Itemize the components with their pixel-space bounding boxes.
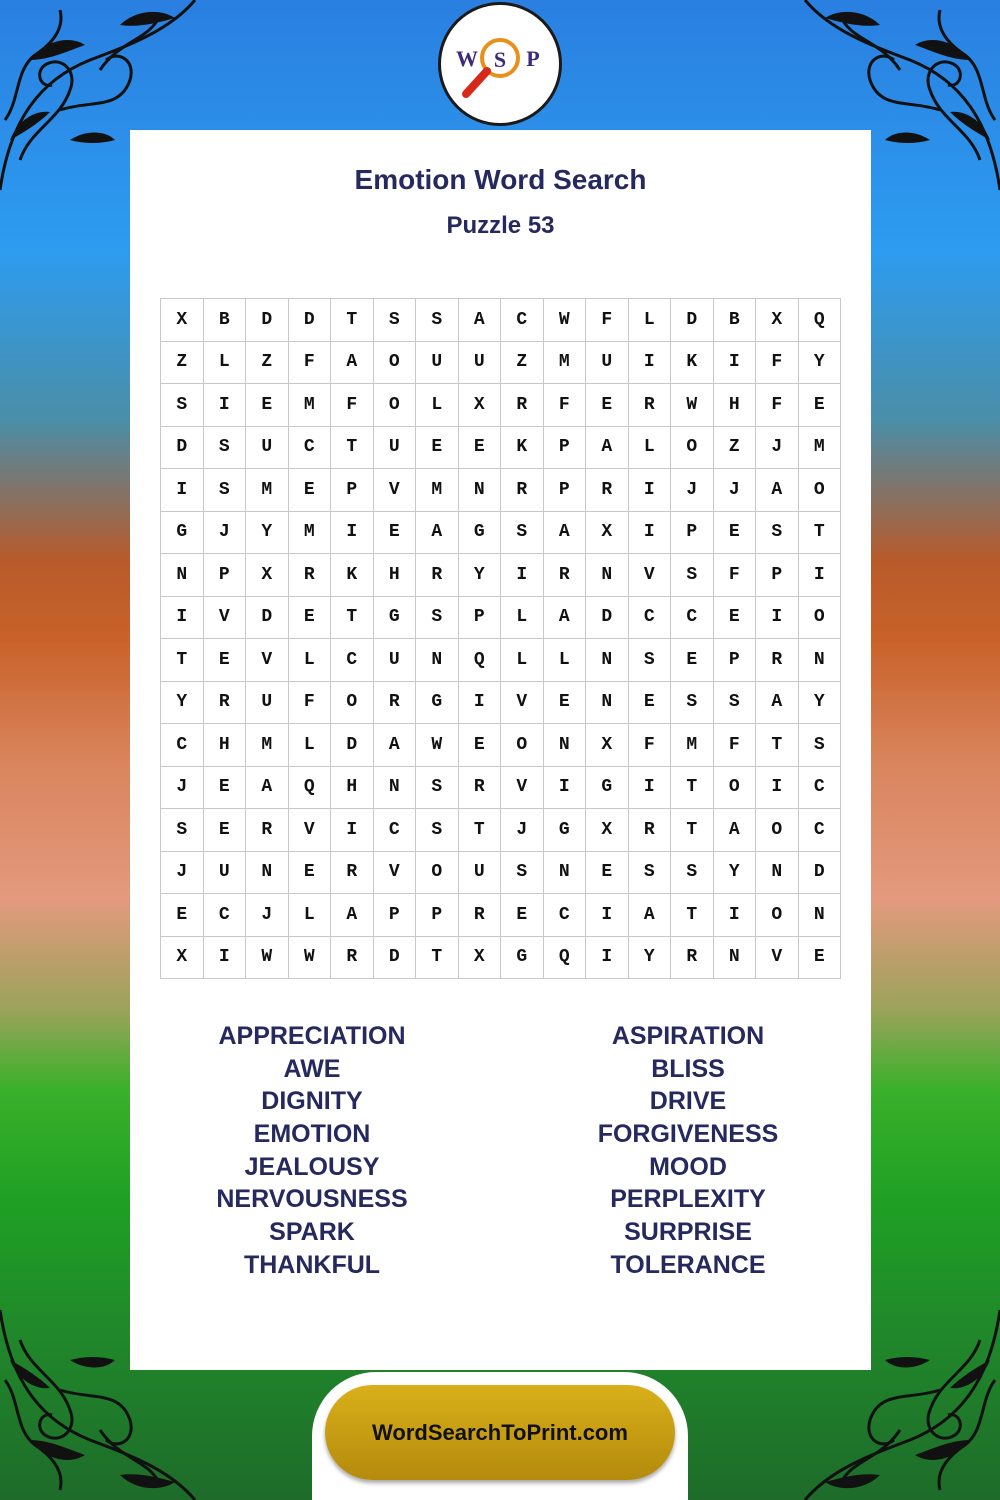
grid-cell[interactable]: S [756,512,799,555]
svg-text:W: W [456,46,478,71]
grid-cell[interactable]: T [799,512,842,555]
grid-cell[interactable]: N [799,894,842,937]
grid-cell[interactable]: R [629,384,672,427]
grid-cell[interactable]: X [459,384,502,427]
grid-cell[interactable]: P [671,512,714,555]
grid-cell[interactable]: S [501,512,544,555]
word-item: THANKFUL [243,1250,381,1279]
grid-cell[interactable]: X [586,724,629,767]
grid-cell[interactable]: Y [799,342,842,385]
grid-cell[interactable]: X [586,512,629,555]
grid-cell[interactable]: O [671,427,714,470]
grid-cell[interactable]: M [289,384,332,427]
grid-cell[interactable]: O [799,469,842,512]
grid-cell[interactable]: E [204,767,247,810]
grid-cell[interactable]: P [374,894,417,937]
grid-cell[interactable]: C [671,597,714,640]
grid-cell[interactable]: X [246,554,289,597]
grid-cell[interactable]: W [416,724,459,767]
grid-cell[interactable]: S [671,852,714,895]
grid-cell[interactable]: I [756,767,799,810]
grid-cell[interactable]: D [374,937,417,980]
grid-cell[interactable]: O [799,597,842,640]
grid-cell[interactable]: S [161,809,204,852]
grid-cell[interactable]: R [289,554,332,597]
word-item: DRIVE [649,1087,727,1116]
grid-cell[interactable]: D [161,427,204,470]
grid-cell[interactable]: S [714,682,757,725]
grid-cell[interactable]: U [246,427,289,470]
grid-cell[interactable]: I [586,894,629,937]
grid-cell[interactable]: R [671,937,714,980]
word-item: MOOD [649,1152,727,1181]
grid-cell[interactable]: N [756,852,799,895]
word-item: BLISS [651,1054,725,1083]
grid-cell[interactable]: I [161,597,204,640]
grid-cell[interactable]: V [501,767,544,810]
grid-cell[interactable]: Y [629,937,672,980]
grid-cell[interactable]: T [671,894,714,937]
grid-cell[interactable]: L [629,427,672,470]
grid-cell[interactable]: C [289,427,332,470]
grid-cell[interactable]: Q [799,299,842,342]
grid-cell[interactable]: U [586,342,629,385]
grid-cell[interactable]: S [161,384,204,427]
grid-cell[interactable]: O [501,724,544,767]
grid-cell[interactable]: E [289,852,332,895]
grid-cell[interactable]: U [204,852,247,895]
grid-cell[interactable]: C [161,724,204,767]
grid-cell[interactable]: V [501,682,544,725]
grid-cell[interactable]: Y [714,852,757,895]
grid-cell[interactable]: S [416,809,459,852]
site-logo[interactable] [438,2,562,126]
grid-cell[interactable]: B [714,299,757,342]
grid-cell[interactable]: D [799,852,842,895]
letter-grid[interactable] [160,298,841,979]
grid-cell[interactable]: O [416,852,459,895]
grid-cell[interactable]: D [246,299,289,342]
svg-text:S: S [493,47,507,72]
puzzle-number: Puzzle 53 [446,212,555,239]
grid-cell[interactable]: S [629,852,672,895]
grid-cell[interactable]: F [586,299,629,342]
grid-cell[interactable]: C [331,639,374,682]
grid-cell[interactable]: E [374,512,417,555]
grid-cell[interactable]: R [586,469,629,512]
grid-cell[interactable]: W [246,937,289,980]
grid-cell[interactable]: R [331,937,374,980]
grid-cell[interactable]: D [331,724,374,767]
word-item: PERPLEXITY [610,1185,766,1214]
grid-cell[interactable]: S [416,597,459,640]
grid-cell[interactable]: B [204,299,247,342]
grid-cell[interactable]: A [586,427,629,470]
grid-cell[interactable]: N [586,554,629,597]
grid-cell[interactable]: U [459,342,502,385]
grid-cell[interactable]: E [204,639,247,682]
grid-cell[interactable]: T [416,937,459,980]
grid-cell[interactable]: E [289,469,332,512]
grid-cell[interactable]: Z [246,342,289,385]
grid-cell[interactable]: C [629,597,672,640]
grid-cell[interactable]: R [629,809,672,852]
grid-cell[interactable]: E [586,384,629,427]
grid-cell[interactable]: I [586,937,629,980]
grid-cell[interactable]: Z [714,427,757,470]
grid-cell[interactable]: M [799,427,842,470]
grid-cell[interactable]: A [459,299,502,342]
grid-cell[interactable]: K [501,427,544,470]
grid-cell[interactable]: P [544,469,587,512]
grid-cell[interactable]: F [331,384,374,427]
grid-cell[interactable]: J [501,809,544,852]
grid-cell[interactable]: X [161,937,204,980]
grid-cell[interactable]: G [544,809,587,852]
grid-cell[interactable]: F [289,682,332,725]
grid-cell[interactable]: E [799,384,842,427]
grid-cell[interactable]: S [501,852,544,895]
grid-cell[interactable]: D [586,597,629,640]
grid-cell[interactable]: M [416,469,459,512]
grid-cell[interactable]: V [246,639,289,682]
word-item: FORGIVENESS [597,1120,779,1149]
grid-cell[interactable]: F [756,342,799,385]
word-item: SURPRISE [624,1218,752,1247]
grid-cell[interactable]: S [204,427,247,470]
word-item: JEALOUSY [244,1152,380,1181]
grid-cell[interactable]: C [204,894,247,937]
grid-cell[interactable]: P [204,554,247,597]
grid-cell[interactable]: Q [459,639,502,682]
grid-cell[interactable]: X [459,937,502,980]
grid-cell[interactable]: V [204,597,247,640]
grid-cell[interactable]: R [374,682,417,725]
grid-cell[interactable]: A [629,894,672,937]
grid-cell[interactable]: V [289,809,332,852]
grid-cell[interactable]: C [501,299,544,342]
grid-cell[interactable]: T [756,724,799,767]
grid-cell[interactable]: I [331,512,374,555]
grid-cell[interactable]: F [629,724,672,767]
grid-cell[interactable]: G [374,597,417,640]
grid-cell[interactable]: E [459,427,502,470]
grid-cell[interactable]: V [629,554,672,597]
grid-cell[interactable]: I [714,894,757,937]
grid-cell[interactable]: S [671,554,714,597]
grid-cell[interactable]: T [459,809,502,852]
grid-cell[interactable]: R [756,639,799,682]
grid-cell[interactable]: X [586,809,629,852]
grid-cell[interactable]: A [544,597,587,640]
word-item: DIGNITY [261,1087,363,1116]
grid-cell[interactable]: G [459,512,502,555]
grid-cell[interactable]: E [714,512,757,555]
grid-cell[interactable]: I [629,342,672,385]
grid-cell[interactable]: C [799,809,842,852]
grid-cell[interactable]: D [671,299,714,342]
grid-cell[interactable]: L [289,639,332,682]
grid-cell[interactable]: I [714,342,757,385]
grid-cell[interactable]: I [799,554,842,597]
grid-cell[interactable]: E [799,937,842,980]
grid-cell[interactable]: R [459,767,502,810]
grid-cell[interactable]: T [671,767,714,810]
grid-cell[interactable]: E [289,597,332,640]
grid-cell[interactable]: L [289,894,332,937]
grid-cell[interactable]: H [331,767,374,810]
grid-cell[interactable]: U [374,639,417,682]
grid-cell[interactable]: T [331,597,374,640]
grid-cell[interactable]: Y [459,554,502,597]
grid-cell[interactable]: N [374,767,417,810]
grid-cell[interactable]: Q [289,767,332,810]
grid-cell[interactable]: L [501,597,544,640]
grid-cell[interactable]: E [246,384,289,427]
grid-cell[interactable]: R [459,894,502,937]
grid-cell[interactable]: G [161,512,204,555]
grid-cell[interactable]: M [246,724,289,767]
grid-cell[interactable]: I [459,682,502,725]
grid-cell[interactable]: T [161,639,204,682]
grid-cell[interactable]: E [501,894,544,937]
grid-cell[interactable]: K [671,342,714,385]
grid-cell[interactable]: O [331,682,374,725]
grid-cell[interactable]: S [204,469,247,512]
grid-cell[interactable]: H [714,384,757,427]
grid-cell[interactable]: L [544,639,587,682]
grid-cell[interactable]: E [629,682,672,725]
grid-cell[interactable]: O [756,809,799,852]
grid-cell[interactable]: N [544,852,587,895]
grid-cell[interactable]: Y [246,512,289,555]
grid-cell[interactable]: X [161,299,204,342]
grid-cell[interactable]: W [544,299,587,342]
grid-cell[interactable]: A [714,809,757,852]
grid-cell[interactable]: A [331,342,374,385]
grid-cell[interactable]: A [416,512,459,555]
word-item: TOLERANCE [610,1250,766,1279]
grid-cell[interactable]: E [204,809,247,852]
grid-cell[interactable]: D [289,299,332,342]
grid-cell[interactable]: I [501,554,544,597]
grid-cell[interactable]: N [544,724,587,767]
grid-cell[interactable]: Y [799,682,842,725]
grid-cell[interactable]: J [161,852,204,895]
grid-cell[interactable]: N [246,852,289,895]
grid-cell[interactable]: I [629,767,672,810]
grid-cell[interactable]: O [756,894,799,937]
grid-cell[interactable]: R [501,384,544,427]
grid-cell[interactable]: P [416,894,459,937]
page-title: Emotion Word Search [354,164,647,195]
grid-cell[interactable]: J [204,512,247,555]
grid-cell[interactable]: C [374,809,417,852]
grid-cell[interactable]: U [374,427,417,470]
grid-cell[interactable]: L [289,724,332,767]
site-link[interactable]: WordSearchToPrint.com [325,1385,675,1480]
grid-cell[interactable]: O [374,384,417,427]
grid-cell[interactable]: Z [161,342,204,385]
grid-cell[interactable]: F [289,342,332,385]
grid-cell[interactable]: S [416,767,459,810]
grid-cell[interactable]: U [246,682,289,725]
grid-cell[interactable]: S [374,299,417,342]
grid-cell[interactable]: E [714,597,757,640]
grid-cell[interactable]: J [671,469,714,512]
puzzle-sheet [130,130,871,1370]
word-item: SPARK [269,1218,355,1247]
grid-cell[interactable]: S [671,682,714,725]
grid-cell[interactable]: A [756,682,799,725]
grid-cell[interactable]: P [544,427,587,470]
grid-cell[interactable]: I [331,809,374,852]
grid-cell[interactable]: L [629,299,672,342]
grid-cell[interactable]: U [416,342,459,385]
grid-cell[interactable]: J [161,767,204,810]
grid-cell[interactable]: F [756,384,799,427]
grid-cell[interactable]: I [161,469,204,512]
grid-cell[interactable]: E [544,682,587,725]
grid-cell[interactable]: F [714,724,757,767]
grid-cell[interactable]: D [246,597,289,640]
grid-cell[interactable]: I [629,469,672,512]
grid-cell[interactable]: F [714,554,757,597]
word-item: AWE [283,1054,341,1083]
grid-cell[interactable]: A [374,724,417,767]
grid-cell[interactable]: I [204,937,247,980]
grid-cell[interactable]: J [714,469,757,512]
grid-cell[interactable]: U [459,852,502,895]
grid-cell[interactable]: E [459,724,502,767]
grid-cell[interactable]: A [756,469,799,512]
word-item: APPRECIATION [218,1022,406,1050]
grid-cell[interactable]: I [544,767,587,810]
grid-cell[interactable]: A [544,512,587,555]
grid-cell[interactable]: C [799,767,842,810]
grid-cell[interactable]: M [289,512,332,555]
grid-cell[interactable]: N [586,682,629,725]
grid-cell[interactable]: R [544,554,587,597]
grid-cell[interactable]: E [161,894,204,937]
grid-cell[interactable]: S [416,299,459,342]
grid-cell[interactable]: P [331,469,374,512]
grid-cell[interactable]: T [331,427,374,470]
grid-cell[interactable]: N [459,469,502,512]
grid-cell[interactable]: N [416,639,459,682]
grid-cell[interactable]: H [204,724,247,767]
grid-cell[interactable]: E [416,427,459,470]
grid-cell[interactable]: G [416,682,459,725]
grid-cell[interactable]: X [756,299,799,342]
grid-cell[interactable]: T [671,809,714,852]
grid-cell[interactable]: W [671,384,714,427]
grid-cell[interactable]: W [289,937,332,980]
grid-cell[interactable]: S [629,639,672,682]
grid-cell[interactable]: O [374,342,417,385]
grid-cell[interactable]: Q [544,937,587,980]
grid-cell[interactable]: I [204,384,247,427]
grid-cell[interactable]: S [799,724,842,767]
grid-cell[interactable]: L [416,384,459,427]
grid-cell[interactable]: R [501,469,544,512]
grid-cell[interactable]: A [246,767,289,810]
grid-cell[interactable]: A [331,894,374,937]
magnifier-logo-icon [450,14,550,114]
grid-cell[interactable]: I [629,512,672,555]
grid-cell[interactable]: V [756,937,799,980]
grid-cell[interactable]: R [204,682,247,725]
grid-cell[interactable]: N [586,639,629,682]
grid-cell[interactable]: M [246,469,289,512]
grid-cell[interactable]: O [714,767,757,810]
grid-cell[interactable]: V [374,469,417,512]
word-item: ASPIRATION [611,1022,765,1050]
grid-cell[interactable]: V [374,852,417,895]
grid-cell[interactable]: P [714,639,757,682]
grid-cell[interactable]: K [331,554,374,597]
grid-cell[interactable]: I [756,597,799,640]
grid-cell[interactable]: C [544,894,587,937]
grid-cell[interactable]: G [586,767,629,810]
grid-cell[interactable]: P [756,554,799,597]
word-item: NERVOUSNESS [216,1185,408,1214]
grid-cell[interactable]: N [799,639,842,682]
grid-cell[interactable]: L [501,639,544,682]
grid-cell[interactable]: H [374,554,417,597]
grid-cell[interactable]: R [246,809,289,852]
grid-cell[interactable]: G [501,937,544,980]
grid-cell[interactable]: J [756,427,799,470]
grid-cell[interactable]: M [671,724,714,767]
word-item: EMOTION [253,1120,371,1149]
grid-cell[interactable]: J [246,894,289,937]
grid-cell[interactable]: N [714,937,757,980]
grid-cell[interactable]: Z [501,342,544,385]
grid-cell[interactable]: Y [161,682,204,725]
word-list-left [147,1020,477,1282]
grid-cell[interactable]: R [331,852,374,895]
grid-cell[interactable]: P [459,597,502,640]
svg-text:P: P [526,46,540,71]
grid-cell[interactable]: T [331,299,374,342]
word-list-right [523,1020,853,1282]
grid-cell[interactable]: E [671,639,714,682]
grid-cell[interactable]: R [416,554,459,597]
grid-cell[interactable]: F [544,384,587,427]
grid-cell[interactable]: N [161,554,204,597]
grid-cell[interactable]: M [544,342,587,385]
grid-cell[interactable]: E [586,852,629,895]
grid-cell[interactable]: L [204,342,247,385]
